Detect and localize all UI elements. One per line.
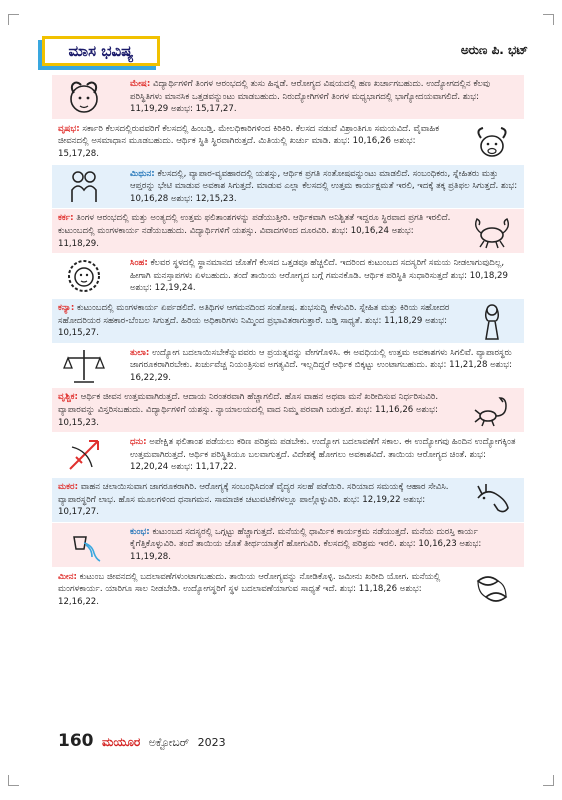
sign-name: ಕುಂಭ: [130, 526, 150, 537]
sign-name: ತುಲಾ: [130, 347, 150, 358]
crab-icon [470, 209, 514, 253]
horoscope-text: ಕುಟುಂಬದ ಸದಸ್ಯರಲ್ಲಿ ಒಗ್ಗಟ್ಟು ಹೆಚ್ಚಾಗುತ್ತದೆ. ಮನೆಯಲ್ಲಿ ಧಾರ್ಮಿಕ ಕಾರ್ಯಕ್ರಮ ನಡೆಯುತ್ತದೆ. ಮನೆಯ ದುರಸ್ತಿ ಕಾರ್ಯ ಕೈಗೆತ್ತಿಕೊಳ್ಳುವಿರಿ. ತಂದೆ ತಾಯಿಯ ಜೊತೆ ತೀರ್ಥಯಾತ್ರೆಗೆ ಹೋಗುವಿರಿ. ಕೆಲಸದಲ್ಲಿ ಪರಿಶ್ರಮ ಇರಲಿ. ಶುಭ: 10,16,23 ಅಶುಭ: 11,19,28. [130, 526, 482, 562]
scorpion-icon [470, 388, 514, 432]
page-number: 160 [58, 731, 94, 751]
water-bearer-icon [62, 523, 106, 567]
horoscope-virgo [52, 299, 524, 344]
crop-mark-bottom-left [8, 775, 19, 786]
sign-name: ವೃಷಭ: [58, 123, 80, 134]
lion-icon [62, 254, 106, 298]
sign-name: ಸಿಂಹ: [130, 258, 148, 269]
horoscope-scorpio [52, 388, 524, 433]
horoscope-taurus [52, 120, 524, 165]
sign-name: ಧನು: [130, 437, 147, 448]
horoscope-cancer [52, 209, 524, 254]
horoscope-leo [52, 254, 524, 299]
horoscope-text: ತಿಂಗಳ ಆರಂಭದಲ್ಲಿ ಮತ್ತು ಅಂತ್ಯದಲ್ಲಿ ಉತ್ತಮ ಫಲಿತಾಂಶಗಳನ್ನು ಪಡೆಯುತ್ತೀರಿ. ಆರ್ಥಿಕವಾಗಿ ಅನಿಶ್ಚಿತತೆ ಇದ್ದರೂ ಸ್ಥಿರವಾದ ಪ್ರಗತಿ ಇರಲಿದೆ. ಕುಟುಂಬದಲ್ಲಿ ಮಂಗಳಕಾರ್ಯ ನಡೆಯಬಹುದು. ವಿದ್ಯಾರ್ಥಿಗಳಿಗೆ ಯಶಸ್ಸು. ವಿವಾದಗಳಿಂದ ದೂರವಿರಿ. ಶುಭ: 10,16,24 ಅಶುಭ: 11,18,29. [58, 213, 451, 249]
page-header [42, 36, 532, 68]
horoscope-text: ಕೆಲವರ ಸ್ಥಳದಲ್ಲಿ ಸ್ಥಾನಮಾನದ ಜೊತೆಗೆ ಕೆಲಸದ ಒತ್ತಡವೂ ಹೆಚ್ಚಲಿದೆ. ಇದರಿಂದ ಕುಟುಂಬದ ಸದಸ್ಯರಿಗೆ ಸಮಯ ನೀಡಲಾಗುವುದಿಲ್ಲ, ಹೀಗಾಗಿ ಮನಸ್ತಾಪಗಳು ಏಳಬಹುದು. ತಂದೆ ತಾಯಿಯ ಆರೋಗ್ಯದ ಬಗ್ಗೆ ಗಮನಕೊಡಿ. ಆರ್ಥಿಕ ಪರಿಸ್ಥಿತಿ ಸುಧಾರಿಸುತ್ತದೆ ಶುಭ: 10,18,29 ಅಶುಭ: 12,19,24. [130, 258, 508, 294]
horoscope-text: ಅಪೇಕ್ಷಿತ ಫಲಿತಾಂಶ ಪಡೆಯಲು ಕಠಿಣ ಪರಿಶ್ರಮ ಪಡಬೇಕು. ಉದ್ಯೋಗ ಬದಲಾವಣೆಗೆ ಸಕಾಲ. ಈ ಉದ್ಯೋಗವು ಹಿಂದಿನ ಉದ್ಯೋಗಕ್ಕಿಂತ ಉತ್ತಮವಾಗಿರುತ್ತದೆ. ಆರ್ಥಿಕ ಪರಿಸ್ಥಿತಿಯೂ ಬಲವಾಗುತ್ತದೆ. ವಿದೇಶಕ್ಕೆ ಹೋಗಲು ಅವಕಾಶವಿದೆ. ತಾಯಿಯ ಆರೋಗ್ಯದ ಚಿಂತೆ. ಶುಭ: 12,20,24 ಅಶುಭ: 11,17,22. [130, 437, 516, 473]
horoscope-text: ಸರ್ಕಾರಿ ಕೆಲಸದಲ್ಲಿರುವವರಿಗೆ ಕೆಲಸದಲ್ಲಿ ಹಿಂಬಡ್ತಿ. ಮೇಲಧಿಕಾರಿಗಳಿಂದ ಕಿರಿಕಿರಿ. ಕೆಲಸದ ನಡುವೆ ವಿಶ್ರಾಂತಿಗೂ ಸಮಯವಿದೆ. ವೈವಾಹಿಕ ಜೀವನದಲ್ಲಿ ಅಸಮಾಧಾನ ಮೂಡಬಹುದು. ಆರ್ಥಿಕ ಸ್ಥಿತಿ ಸ್ಥಿರವಾಗಿರುತ್ತದೆ. ಮಿತಿಯಲ್ಲಿ ಖರ್ಚು ಮಾಡಿ. ಶುಭ: 10,16,26 ಅಶುಭ: 15,17,28. [58, 123, 440, 159]
crop-mark-top-left [8, 14, 19, 25]
page-title: ಮಾಸ ಭವಿಷ್ಯ [42, 36, 160, 66]
horoscope-text: ವಾಹನ ಚಲಾಯಿಸುವಾಗ ಜಾಗರೂಕರಾಗಿರಿ. ಆರೋಗ್ಯಕ್ಕೆ ಸಂಬಂಧಿಸಿದಂತೆ ವೈದ್ಯರ ಸಲಹೆ ಪಡೆಯಿರಿ. ಸರಿಯಾದ ಸಮಯಕ್ಕೆ ಆಹಾರ ಸೇವಿಸಿ. ವ್ಯಾಪಾರಸ್ಥರಿಗೆ ಲಾಭ. ಹೊಸ ಮೂಲಗಳಿಂದ ಧನಾಗಮನ. ಸಾಮಾಜಿಕ ಚಟುವಟಿಕೆಗಳಲ್ಲೂ ಪಾಲ್ಗೊಳ್ಳುವಿರಿ. ಶುಭ: 12,19,22 ಅಶುಭ: 10,17,27. [58, 482, 449, 518]
sign-name: ವೃಶ್ಚಿಕ: [58, 392, 78, 403]
author-name: ಅರುಣ ಪಿ. ಭಟ್ [460, 43, 528, 57]
fish-icon [470, 567, 514, 611]
crop-mark-bottom-right [543, 775, 554, 786]
horoscope-list [52, 75, 524, 612]
scales-icon [62, 344, 106, 388]
issue-year: 2023 [197, 736, 226, 749]
issue-month: ಅಕ್ಟೋಬರ್ [148, 736, 190, 749]
sign-name: ಮೇಷ: [130, 79, 151, 89]
horoscope-text: ಕುಟುಂಬದಲ್ಲಿ ಮಂಗಳಕಾರ್ಯ ಏರ್ಪಡಲಿದೆ. ಅತಿಥಿಗಳ ಆಗಮನದಿಂದ ಸಂತೋಷ. ಶುಭಸುದ್ದಿ ಕೇಳುವಿರಿ. ಸ್ನೇಹಿತ ಮತ್ತು ಕಿರಿಯ ಸಹೋದರ ಸಹೋದರಿಯರ ಸಹಕಾರ-ಬೆಂಬಲ ಸಿಗುತ್ತದೆ. ಹಿರಿಯ ಅಧಿಕಾರಿಗಳು ನಿಮ್ಮಿಂದ ಪ್ರಭಾವಿತರಾಗುತ್ತಾರೆ. ಬಡ್ತಿ ಸಾಧ್ಯತೆ. ಶುಭ: 11,18,29 ಅಶುಭ: 10,15,27. [58, 302, 450, 339]
horoscope-text: ಆರ್ಥಿಕ ಜೀವನ ಉತ್ತಮವಾಗಿರುತ್ತದೆ. ಆದಾಯ ನಿರಂತರವಾಗಿ ಹೆಚ್ಚಾಗಲಿದೆ. ಹೊಸ ವಾಹನ ಅಥವಾ ಮನೆ ಖರೀದಿಸುವ ನಿರ್ಧರಿಸುವಿರಿ. ವ್ಯಾಪಾರವನ್ನು ವಿಸ್ತರಿಸಬಹುದು. ವಿದ್ಯಾರ್ಥಿಗಳಿಗೆ ಯಶಸ್ಸು. ನ್ಯಾಯಾಲಯದಲ್ಲಿ ವಾದ ನಿಮ್ಮ ಪರವಾಗಿ ಬರುತ್ತದೆ. ಶುಭ: 11,16,26 ಅಶುಭ: 10,15,23. [58, 392, 439, 428]
sign-name: ಮಕರ: [58, 482, 79, 493]
twins-icon [62, 164, 106, 208]
horoscope-aquarius [52, 523, 524, 568]
sign-name: ಕರ್ಕ: [58, 213, 74, 224]
horoscope-text: ವಿದ್ಯಾರ್ಥಿಗಳಿಗೆ ತಿಂಗಳ ಆರಂಭದಲ್ಲಿ ತುಸು ಹಿನ್ನಡೆ. ಆರೋಗ್ಯದ ವಿಷಯದಲ್ಲಿ ಹಣ ಖರ್ಚಾಗಬಹುದು. ಉದ್ಯೋಗದಲ್ಲಿನ ಕೆಲವು ಪರಿಸ್ಥಿತಿಗಳು ಮಾನಸಿಕ ಒತ್ತಡವನ್ನುಂಟು ಮಾಡಬಹುದು. ನಿರುದ್ಯೋಗಿಗಳಿಗೆ ತಿಂಗಳ ಮಧ್ಯಭಾಗದಲ್ಲಿ ಭಾಗ್ಯೋದಯವಾಗಲಿದೆ. ಶುಭ: 11,19,29 ಅಶುಭ: 15,17,27. [130, 79, 490, 115]
horoscope-text: ಉದ್ಯೋಗ ಬದಲಾಯಿಸಬೇಕೆನ್ನುವವರು ಆ ಪ್ರಯತ್ನವನ್ನು ವೇಗಗೊಳಿಸಿ. ಈ ಅವಧಿಯಲ್ಲಿ ಉತ್ತಮ ಅವಕಾಶಗಳು ಸಿಗಲಿವೆ. ವ್ಯಾಪಾರಸ್ಥರು ಜಾಗರೂಕರಾಗಿರಬೇಕು. ಖರ್ಚುವೆಚ್ಚ ನಿಯಂತ್ರಿಸುವ ಅಗತ್ಯವಿದೆ. ಇಲ್ಲದಿದ್ದರೆ ಆರ್ಥಿಕ ಬಿಕ್ಕಟ್ಟು ಉಂಟಾಗಬಹುದು. ಶುಭ: 11,21,28 ಅಶುಭ: 16,22,29. [130, 347, 513, 383]
page-footer [58, 731, 226, 751]
horoscope-sagittarius [52, 433, 524, 478]
sign-name: ಮೀನ: [58, 571, 77, 582]
horoscope-capricorn [52, 478, 524, 523]
horoscope-text: ಕೆಲಸದಲ್ಲಿ, ವ್ಯಾಪಾರ-ವ್ಯವಹಾರದಲ್ಲಿ ಯಶಸ್ಸು, ಆರ್ಥಿಕ ಪ್ರಗತಿ ಸಂತೋಷವನ್ನುಂಟು ಮಾಡಲಿದೆ. ಸಂಬಂಧಿಕರು, ಸ್ನೇಹಿತರು ಮತ್ತು ಆಪ್ತರನ್ನು ಭೇಟಿ ಮಾಡುವ ಅವಕಾಶ ಸಿಗುತ್ತದೆ. ಮಾಡುವ ಎಲ್ಲಾ ಕೆಲಸದಲ್ಲಿ ಉತ್ತಮ ಕಾರ್ಯಕ್ಷಮತೆ ಇರಲಿ, ಇದಕ್ಕೆ ತಕ್ಕ ಪ್ರತಿಫಲ ಸಿಗುತ್ತದೆ. ಶುಭ: 10,16,28 ಅಶುಭ: 12,15,23. [130, 168, 518, 204]
horoscope-libra [52, 344, 524, 389]
horoscope-gemini [52, 165, 524, 210]
ram-icon [62, 75, 106, 119]
archer-icon [62, 433, 106, 477]
horoscope-pisces [52, 568, 524, 613]
bull-icon [470, 120, 514, 164]
sign-name: ಕನ್ಯಾ: [58, 302, 75, 313]
sign-name: ಮಿಥುನ: [130, 168, 155, 179]
maiden-icon [470, 299, 514, 343]
magazine-name: ಮಯೂರ [101, 735, 141, 749]
horoscope-text: ಕುಟುಂಬ ಜೀವನದಲ್ಲಿ ಬದಲಾವಣೆಗಳುಂಟಾಗಬಹುದು. ತಾಯಿಯ ಆರೋಗ್ಯವನ್ನು ನೋಡಿಕೊಳ್ಳಿ. ಜಮೀನು ಖರೀದಿ ಯೋಗ. ಮನೆಯಲ್ಲಿ ಮಂಗಳಕಾರ್ಯ. ಯಾರಿಗೂ ಸಾಲ ನೀಡಬೇಡಿ. ಉದ್ಯೋಗಸ್ಥರಿಗೆ ಸ್ಥಳ ಬದಲಾವಣೆಯಾಗುವ ಸಾಧ್ಯತೆ ಇದೆ. ಶುಭ: 11,18,26 ಅಶುಭ: 12,16,22. [58, 571, 441, 607]
horoscope-aries [52, 75, 524, 120]
sea-goat-icon [470, 478, 514, 522]
crop-mark-top-right [543, 14, 554, 25]
